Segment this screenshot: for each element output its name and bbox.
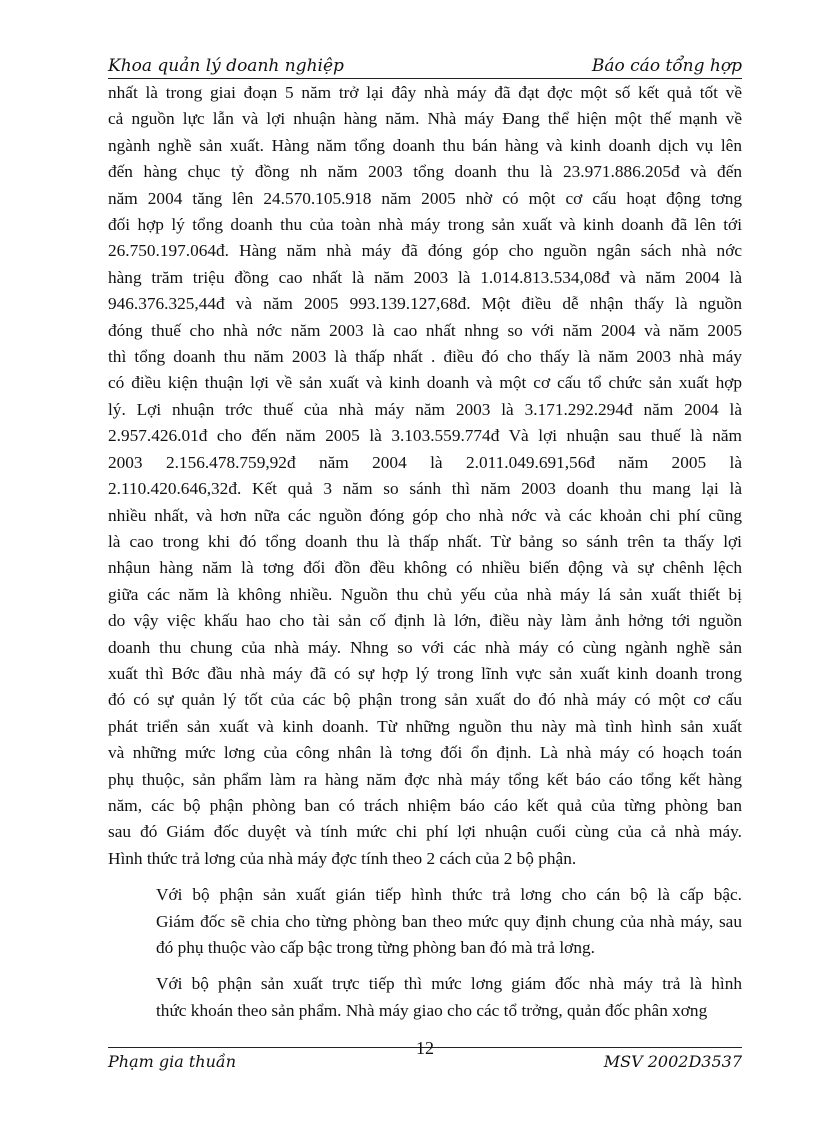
text-line: Với bộ phận sản xuất trực tiếp thì mức lơng giám đốc nhà máy trả là hình	[156, 974, 742, 994]
footer-author: Phạm gia thuần	[108, 1052, 236, 1071]
text-line: đó có sự quản lý tốt của các bộ phận trong sản xuất do đó nhà máy có một cơ cấu	[108, 690, 742, 710]
page-number: 12	[416, 1038, 434, 1058]
text-line: năm 2004 tăng lên 24.570.105.918 năm 2005 nhờ có một cơ cấu hoạt động tơng	[108, 188, 742, 208]
paragraph	[108, 882, 742, 961]
header-report-title: Báo cáo tổng hợp	[591, 56, 742, 76]
text-line: phụ thuộc, sản phẩm làm ra hàng năm đợc nhà máy tổng kết báo cáo tổng kết hàng	[108, 769, 742, 789]
text-line: do vậy việc khấu hao cho tài sản cố định là lớn, điều này làm ảnh hởng tới nguồn	[108, 611, 742, 631]
text-line: đó phụ thuộc vào cấp bậc trong từng phòng ban đó mà trả lơng.	[156, 938, 595, 957]
text-line: 946.376.325,44đ và năm 2005 993.139.127,68đ. Một điều dễ nhận thấy là nguồn	[108, 294, 742, 314]
text-line: là cao trong khi đó tổng doanh thu là thấp nhất. Từ bảng so sánh trên ta thấy lợi	[108, 531, 742, 551]
text-line: ngành nghề sản xuất. Hàng năm tổng doanh thu bán hàng và kinh doanh dịch vụ lên	[108, 135, 742, 155]
page-header	[108, 50, 742, 79]
page-footer	[108, 1038, 742, 1071]
text-line: Hình thức trả lơng của nhà máy đợc tính theo 2 cách của 2 bộ phận.	[108, 848, 577, 868]
text-line: đóng thuế cho nhà nớc năm 2003 là cao nhất nhng so với năm 2004 và năm 2005	[108, 320, 742, 340]
text-line: nhậun hàng năm là tơng đối đồn đều không có nhiều biến động và sự chênh lệch	[108, 558, 742, 578]
text-line: Với bộ phận sản xuất gián tiếp hình thức trả lơng cho cán bộ là cấp bậc.	[156, 885, 742, 905]
text-line: hàng trăm triệu đồng cao nhất là năm 2003 là 1.014.813.534,08đ và năm 2004 là	[108, 267, 742, 287]
body-text	[108, 80, 742, 1024]
text-line: đối hợp lý tổng doanh thu của toàn nhà máy trong sản xuất và kinh doanh đã lên tới	[108, 215, 742, 235]
text-line: 2.110.420.646,32đ. Kết quả 3 năm so sánh thì năm 2003 doanh thu mang lại là	[108, 479, 742, 499]
text-line: và những mức lơng của công nhân là tơng đối ổn định. Là nhà máy có hoạch toán	[108, 743, 742, 763]
text-line: 26.750.197.064đ. Hàng năm nhà máy đã đóng góp cho nguồn ngân sách nhà nớc	[108, 241, 742, 261]
text-line: xuất thì Bớc đầu nhà máy đã có sự hợp lý trong lĩnh vực sản xuất kinh doanh trong	[108, 663, 742, 683]
text-line: 2.957.426.01đ cho đến năm 2005 là 3.103.559.774đ Và lợi nhuận sau thuế là năm	[108, 426, 742, 446]
text-line: có điều kiện thuận lợi về sản xuất và kinh doanh và một cơ cấu tổ chức sản xuất hợp	[108, 373, 742, 393]
text-line: nhiều nhất, và hơn nữa các nguồn đóng góp cho nhà nớc và các khoản chi phí cũng	[108, 505, 742, 525]
text-line: nhất là trong giai đoạn 5 năm trở lại đây nhà máy đã đạt đợc một số kết quả tốt về	[108, 83, 742, 102]
text-line: cả nguồn lực lẫn và lợi nhuận hàng năm. Nhà máy Đang thể hiện một thế mạnh về	[108, 109, 742, 129]
text-line: thức khoán theo sản phẩm. Nhà máy giao cho các tổ trởng, quản đốc phân xơng	[156, 1000, 708, 1020]
text-line: giữa các năm là không nhiều. Nguồn thu chủ yếu của nhà máy lá sản xuất thiết bị	[108, 584, 742, 604]
text-line: thì tổng doanh thu năm 2003 là thấp nhất . điều đó cho thấy là năm 2003 nhà máy	[108, 347, 742, 367]
text-line: đến hàng chục tỷ đồng nh năm 2003 tổng doanh thu là 23.971.886.205đ và đến	[108, 162, 742, 182]
footer-student-id: MSV 2002D3537	[603, 1052, 742, 1071]
text-line: 2003 2.156.478.759,92đ năm 2004 là 2.011.049.691,56đ năm 2005 là	[108, 452, 742, 472]
text-line: doanh thu chung của nhà máy. Nhng so với các nhà máy có cùng ngành nghề sản	[108, 637, 742, 657]
text-line: lý. Lợi nhuận trớc thuế của nhà máy năm 2003 là 3.171.292.294đ năm 2004 là	[108, 399, 742, 419]
text-line: năm, các bộ phận phòng ban có trách nhiệm báo cáo kết quả của từng phòng ban	[108, 795, 742, 815]
text-line: phát triển sản xuất và kinh doanh. Từ những nguồn thu này mà tình hình sản xuất	[108, 716, 742, 736]
paragraph	[108, 80, 742, 872]
header-faculty: Khoa quản lý doanh nghiệp	[108, 56, 344, 76]
text-line: sau đó Giám đốc duyệt và tính mức chi phí lợi nhuận cuối cùng của cả nhà máy.	[108, 822, 742, 842]
text-line: Giám đốc sẽ chia cho từng phòng ban theo mức quy định chung của nhà máy, sau	[156, 911, 742, 931]
paragraph	[108, 971, 742, 1024]
